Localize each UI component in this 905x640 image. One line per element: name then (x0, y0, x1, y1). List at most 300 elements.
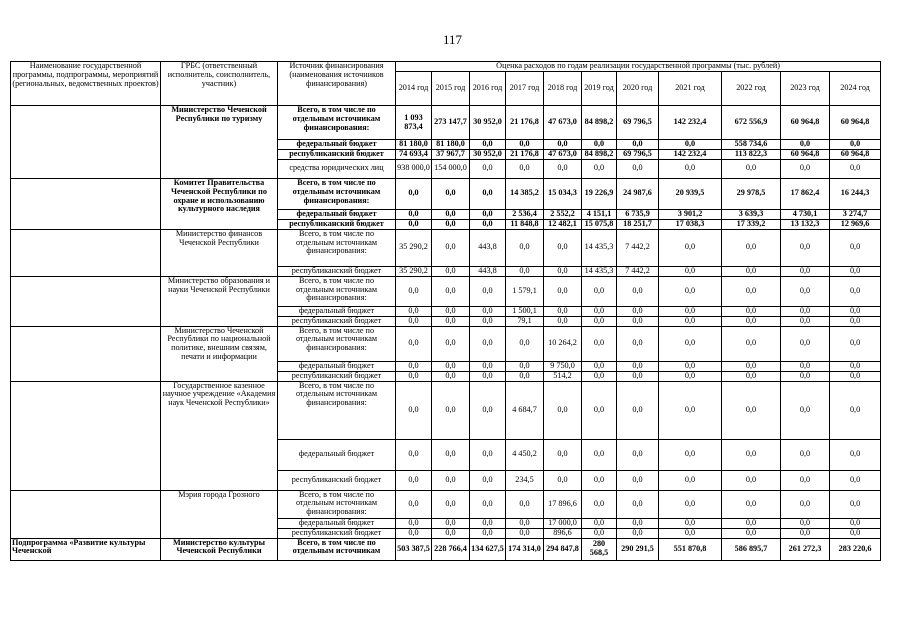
value-cell: 0,0 (722, 371, 781, 381)
header-year: 2018 год (544, 72, 582, 106)
value-cell: 7 442,2 (617, 229, 659, 266)
value-cell: 69 796,5 (617, 106, 659, 140)
value-cell: 228 766,4 (432, 538, 470, 560)
value-cell: 0,0 (432, 326, 470, 361)
value-cell: 0,0 (470, 209, 506, 219)
source-cell: федеральный бюджет (278, 306, 396, 316)
page-number: 117 (442, 32, 463, 47)
value-cell: 0,0 (470, 518, 506, 528)
value-cell: 30 952,0 (470, 106, 506, 140)
value-cell: 0,0 (470, 381, 506, 439)
value-cell: 0,0 (659, 326, 722, 361)
value-cell: 0,0 (830, 229, 881, 266)
value-cell: 0,0 (582, 276, 617, 306)
source-cell: Всего, в том числе по отдельным источникам финансирования: (278, 326, 396, 361)
value-cell: 0,0 (781, 326, 830, 361)
value-cell: 0,0 (582, 140, 617, 150)
value-cell: 0,0 (396, 470, 432, 490)
value-cell: 0,0 (617, 381, 659, 439)
table-row (11, 538, 881, 560)
value-cell: 0,0 (470, 178, 506, 209)
value-cell: 15 034,3 (544, 178, 582, 209)
value-cell: 84 898,2 (582, 106, 617, 140)
value-cell: 0,0 (432, 178, 470, 209)
value-cell: 21 176,8 (506, 149, 544, 159)
value-cell: 672 556,9 (722, 106, 781, 140)
value-cell: 0,0 (582, 470, 617, 490)
value-cell: 0,0 (506, 229, 544, 266)
source-cell: Всего, в том числе по отдельным источникам финансирования: (278, 178, 396, 209)
value-cell: 47 673,0 (544, 106, 582, 140)
value-cell: 1 093 873,4 (396, 106, 432, 140)
value-cell: 294 847,8 (544, 538, 582, 560)
program-name-cell (11, 490, 161, 538)
value-cell: 0,0 (506, 490, 544, 518)
value-cell: 0,0 (582, 518, 617, 528)
value-cell: 0,0 (396, 316, 432, 326)
value-cell: 0,0 (659, 316, 722, 326)
subprogram-grbs: Министерство культуры Чеченской Республики (161, 538, 278, 560)
value-cell: 0,0 (432, 518, 470, 528)
value-cell: 14 435,3 (582, 266, 617, 276)
value-cell: 0,0 (432, 306, 470, 316)
value-cell: 0,0 (659, 229, 722, 266)
value-cell: 0,0 (781, 266, 830, 276)
source-cell: федеральный бюджет (278, 140, 396, 150)
source-cell: федеральный бюджет (278, 518, 396, 528)
value-cell: 0,0 (470, 159, 506, 178)
value-cell: 0,0 (830, 266, 881, 276)
value-cell: 16 244,3 (830, 178, 881, 209)
value-cell: 154 000,0 (432, 159, 470, 178)
value-cell: 0,0 (722, 159, 781, 178)
value-cell: 503 387,5 (396, 538, 432, 560)
value-cell: 4 450,2 (506, 439, 544, 470)
value-cell: 7 442,2 (617, 266, 659, 276)
value-cell: 234,5 (506, 470, 544, 490)
source-cell: Всего, в том числе по отдельным источникам финансирования: (278, 381, 396, 439)
value-cell: 0,0 (470, 371, 506, 381)
grbs-cell: Министерство Чеченской Республики по национальной политике, внешним связям, печати и информации (161, 326, 278, 381)
value-cell: 0,0 (617, 371, 659, 381)
program-name-cell (11, 229, 161, 276)
value-cell: 0,0 (617, 276, 659, 306)
source-cell: республиканский бюджет (278, 149, 396, 159)
value-cell: 0,0 (659, 371, 722, 381)
value-cell: 0,0 (830, 159, 881, 178)
value-cell: 74 693,4 (396, 149, 432, 159)
value-cell: 290 291,5 (617, 538, 659, 560)
value-cell: 0,0 (659, 266, 722, 276)
value-cell: 0,0 (396, 371, 432, 381)
source-cell: республиканский бюджет (278, 316, 396, 326)
value-cell: 0,0 (470, 439, 506, 470)
value-cell: 0,0 (544, 229, 582, 266)
value-cell: 17 038,3 (659, 219, 722, 229)
value-cell: 0,0 (830, 326, 881, 361)
value-cell: 0,0 (470, 490, 506, 518)
value-cell: 0,0 (582, 528, 617, 538)
value-cell: 0,0 (544, 140, 582, 150)
program-name-cell (11, 381, 161, 490)
value-cell: 0,0 (781, 528, 830, 538)
value-cell: 0,0 (432, 209, 470, 219)
value-cell: 134 627,5 (470, 538, 506, 560)
value-cell: 142 232,4 (659, 106, 722, 140)
table-row (11, 106, 881, 140)
value-cell: 37 967,7 (432, 149, 470, 159)
value-cell: 47 673,0 (544, 149, 582, 159)
value-cell: 0,0 (396, 528, 432, 538)
value-cell: 0,0 (830, 371, 881, 381)
value-cell: 0,0 (722, 306, 781, 316)
value-cell: 283 220,6 (830, 538, 881, 560)
value-cell: 0,0 (617, 470, 659, 490)
value-cell: 1 500,1 (506, 306, 544, 316)
header-year: 2014 год (396, 72, 432, 106)
value-cell: 0,0 (432, 229, 470, 266)
value-cell: 0,0 (432, 381, 470, 439)
value-cell: 0,0 (506, 159, 544, 178)
value-cell: 14 385,2 (506, 178, 544, 209)
value-cell: 0,0 (781, 276, 830, 306)
header-program-name: Наименование государственной программы, подпрограммы, мероприятий (региональных, ведомственных проектов) (11, 62, 161, 106)
table-row (11, 490, 881, 518)
value-cell: 84 898,2 (582, 149, 617, 159)
value-cell: 0,0 (396, 276, 432, 306)
value-cell: 0,0 (432, 371, 470, 381)
value-cell: 19 226,9 (582, 178, 617, 209)
value-cell: 2 536,4 (506, 209, 544, 219)
value-cell: 0,0 (544, 306, 582, 316)
value-cell: 174 314,0 (506, 538, 544, 560)
value-cell: 0,0 (781, 159, 830, 178)
value-cell: 0,0 (582, 316, 617, 326)
value-cell: 30 952,0 (470, 149, 506, 159)
value-cell: 3 274,7 (830, 209, 881, 219)
value-cell: 938 000,0 (396, 159, 432, 178)
value-cell: 0,0 (470, 326, 506, 361)
grbs-cell: Министерство финансов Чеченской Республики (161, 229, 278, 276)
value-cell: 0,0 (544, 470, 582, 490)
source-cell: республиканский бюджет (278, 219, 396, 229)
value-cell: 3 639,3 (722, 209, 781, 219)
value-cell: 0,0 (659, 439, 722, 470)
value-cell: 4 730,1 (781, 209, 830, 219)
value-cell: 17 339,2 (722, 219, 781, 229)
value-cell: 60 964,8 (781, 106, 830, 140)
value-cell: 0,0 (396, 361, 432, 371)
table-row (11, 381, 881, 439)
source-cell: федеральный бюджет (278, 209, 396, 219)
value-cell: 0,0 (506, 528, 544, 538)
value-cell: 0,0 (470, 470, 506, 490)
value-cell: 0,0 (617, 518, 659, 528)
program-name-cell (11, 178, 161, 229)
value-cell: 0,0 (781, 140, 830, 150)
value-cell: 1 579,1 (506, 276, 544, 306)
value-cell: 0,0 (582, 326, 617, 361)
header-year: 2017 год (506, 72, 544, 106)
value-cell: 0,0 (722, 326, 781, 361)
value-cell: 0,0 (470, 528, 506, 538)
header-year: 2022 год (722, 72, 781, 106)
value-cell: 0,0 (432, 490, 470, 518)
source-cell: республиканский бюджет (278, 470, 396, 490)
value-cell: 81 180,0 (432, 140, 470, 150)
value-cell: 0,0 (659, 470, 722, 490)
source-cell: федеральный бюджет (278, 439, 396, 470)
header-year: 2020 год (617, 72, 659, 106)
source-cell: Всего, в том числе по отдельным источникам финансирования: (278, 106, 396, 140)
grbs-cell: Мэрия города Грозного (161, 490, 278, 538)
source-cell: федеральный бюджет (278, 361, 396, 371)
header-year: 2016 год (470, 72, 506, 106)
value-cell: 0,0 (432, 470, 470, 490)
value-cell: 0,0 (617, 326, 659, 361)
value-cell: 0,0 (659, 140, 722, 150)
value-cell: 0,0 (582, 371, 617, 381)
value-cell: 13 132,3 (781, 219, 830, 229)
value-cell: 113 822,3 (722, 149, 781, 159)
value-cell: 24 987,6 (617, 178, 659, 209)
program-name-cell (11, 326, 161, 381)
value-cell: 17 896,6 (544, 490, 582, 518)
value-cell: 0,0 (659, 361, 722, 371)
value-cell: 0,0 (544, 266, 582, 276)
value-cell: 0,0 (617, 316, 659, 326)
value-cell: 0,0 (582, 159, 617, 178)
value-cell: 0,0 (781, 490, 830, 518)
value-cell: 0,0 (506, 326, 544, 361)
value-cell: 17 000,0 (544, 518, 582, 528)
value-cell: 443,8 (470, 266, 506, 276)
value-cell: 17 862,4 (781, 178, 830, 209)
value-cell: 0,0 (722, 439, 781, 470)
value-cell: 0,0 (781, 229, 830, 266)
value-cell: 4 684,7 (506, 381, 544, 439)
program-name-cell (11, 276, 161, 326)
value-cell: 0,0 (432, 361, 470, 371)
value-cell: 0,0 (617, 361, 659, 371)
value-cell: 0,0 (830, 276, 881, 306)
value-cell: 0,0 (722, 316, 781, 326)
value-cell: 0,0 (830, 316, 881, 326)
value-cell: 12 482,1 (544, 219, 582, 229)
header-year: 2024 год (830, 72, 881, 106)
value-cell: 0,0 (396, 381, 432, 439)
source-cell: Всего, в том числе по отдельным источникам финансирования: (278, 490, 396, 518)
value-cell: 0,0 (544, 316, 582, 326)
value-cell: 0,0 (582, 490, 617, 518)
value-cell: 0,0 (722, 470, 781, 490)
value-cell: 0,0 (722, 361, 781, 371)
value-cell: 0,0 (781, 381, 830, 439)
value-cell: 0,0 (470, 219, 506, 229)
table-row (11, 326, 881, 361)
value-cell: 0,0 (659, 276, 722, 306)
value-cell: 0,0 (544, 159, 582, 178)
subprogram-source: Всего, в том числе по отдельным источникам (278, 538, 396, 560)
value-cell: 0,0 (617, 439, 659, 470)
value-cell: 0,0 (396, 306, 432, 316)
value-cell: 0,0 (617, 306, 659, 316)
value-cell: 0,0 (830, 518, 881, 528)
value-cell: 273 147,7 (432, 106, 470, 140)
value-cell: 0,0 (432, 219, 470, 229)
value-cell: 0,0 (722, 518, 781, 528)
source-cell: республиканский бюджет (278, 371, 396, 381)
value-cell: 0,0 (432, 276, 470, 306)
value-cell: 15 075,8 (582, 219, 617, 229)
value-cell: 0,0 (582, 439, 617, 470)
header-year: 2015 год (432, 72, 470, 106)
value-cell: 35 290,2 (396, 266, 432, 276)
value-cell: 0,0 (506, 518, 544, 528)
value-cell: 0,0 (722, 490, 781, 518)
grbs-cell: Министерство Чеченской Республики по туризму (161, 106, 278, 179)
table-row (11, 276, 881, 306)
value-cell: 0,0 (582, 306, 617, 316)
value-cell: 0,0 (470, 306, 506, 316)
value-cell: 0,0 (506, 266, 544, 276)
value-cell: 0,0 (659, 518, 722, 528)
header-estimate: Оценка расходов по годам реализации государственной программы (тыс. рублей) (396, 62, 881, 72)
source-cell: средства юридических лиц (278, 159, 396, 178)
value-cell: 0,0 (396, 326, 432, 361)
value-cell: 0,0 (659, 381, 722, 439)
value-cell: 0,0 (830, 381, 881, 439)
program-name-cell (11, 106, 161, 179)
header-source: Источник финансирования (наименования источников финансирования) (278, 62, 396, 106)
value-cell: 18 251,7 (617, 219, 659, 229)
value-cell: 514,2 (544, 371, 582, 381)
value-cell: 0,0 (470, 276, 506, 306)
value-cell: 4 151,1 (582, 209, 617, 219)
value-cell: 2 552,2 (544, 209, 582, 219)
value-cell: 0,0 (830, 470, 881, 490)
header-year: 2019 год (582, 72, 617, 106)
header-year: 2023 год (781, 72, 830, 106)
value-cell: 896,6 (544, 528, 582, 538)
value-cell: 0,0 (396, 518, 432, 528)
value-cell: 14 435,3 (582, 229, 617, 266)
value-cell: 0,0 (396, 219, 432, 229)
value-cell: 551 870,8 (659, 538, 722, 560)
value-cell: 10 264,2 (544, 326, 582, 361)
value-cell: 9 750,0 (544, 361, 582, 371)
value-cell: 0,0 (659, 159, 722, 178)
value-cell: 261 272,3 (781, 538, 830, 560)
value-cell: 60 964,8 (781, 149, 830, 159)
value-cell: 0,0 (781, 439, 830, 470)
value-cell: 35 290,2 (396, 229, 432, 266)
budget-table (10, 61, 881, 561)
value-cell: 0,0 (617, 140, 659, 150)
value-cell: 0,0 (781, 306, 830, 316)
value-cell: 0,0 (781, 316, 830, 326)
grbs-cell: Комитет Правительства Чеченской Республики по охране и использованию культурного наследия (161, 178, 278, 229)
value-cell: 11 848,8 (506, 219, 544, 229)
value-cell: 0,0 (470, 361, 506, 371)
value-cell: 69 796,5 (617, 149, 659, 159)
value-cell: 6 735,9 (617, 209, 659, 219)
value-cell: 0,0 (617, 159, 659, 178)
value-cell: 0,0 (396, 439, 432, 470)
grbs-cell: Министерство образования и науки Чеченской Республики (161, 276, 278, 326)
value-cell: 0,0 (830, 361, 881, 371)
value-cell: 443,8 (470, 229, 506, 266)
source-cell: республиканский бюджет (278, 528, 396, 538)
value-cell: 0,0 (506, 140, 544, 150)
value-cell: 0,0 (781, 371, 830, 381)
value-cell: 0,0 (659, 528, 722, 538)
value-cell: 21 176,8 (506, 106, 544, 140)
value-cell: 280 568,5 (582, 538, 617, 560)
value-cell: 0,0 (506, 361, 544, 371)
value-cell: 0,0 (722, 528, 781, 538)
value-cell: 0,0 (617, 490, 659, 518)
table-row (11, 178, 881, 209)
value-cell: 0,0 (544, 276, 582, 306)
subprogram-name: Подпрограмма «Развитие культуры Чеченской (11, 538, 161, 560)
value-cell: 0,0 (582, 361, 617, 371)
value-cell: 0,0 (617, 528, 659, 538)
value-cell: 0,0 (544, 439, 582, 470)
value-cell: 0,0 (544, 381, 582, 439)
value-cell: 0,0 (432, 316, 470, 326)
value-cell: 79,1 (506, 316, 544, 326)
value-cell: 0,0 (781, 518, 830, 528)
source-cell: Всего, в том числе по отдельным источникам финансирования: (278, 229, 396, 266)
value-cell: 0,0 (830, 528, 881, 538)
header-grbs: ГРБС (ответственный исполнитель, соисполнитель, участник) (161, 62, 278, 106)
value-cell: 0,0 (781, 361, 830, 371)
value-cell: 0,0 (659, 306, 722, 316)
value-cell: 29 978,5 (722, 178, 781, 209)
value-cell: 81 180,0 (396, 140, 432, 150)
value-cell: 0,0 (470, 316, 506, 326)
value-cell: 0,0 (470, 140, 506, 150)
value-cell: 0,0 (722, 381, 781, 439)
value-cell: 558 734,6 (722, 140, 781, 150)
value-cell: 142 232,4 (659, 149, 722, 159)
value-cell: 0,0 (396, 178, 432, 209)
value-cell: 0,0 (396, 209, 432, 219)
value-cell: 586 895,7 (722, 538, 781, 560)
value-cell: 60 964,8 (830, 149, 881, 159)
value-cell: 0,0 (432, 266, 470, 276)
value-cell: 0,0 (722, 266, 781, 276)
grbs-cell: Государственное казенное научное учреждение «Академия наук Чеченской Республики» (161, 381, 278, 490)
value-cell: 0,0 (582, 381, 617, 439)
value-cell: 0,0 (722, 276, 781, 306)
table-row (11, 229, 881, 266)
value-cell: 0,0 (396, 490, 432, 518)
value-cell: 0,0 (506, 371, 544, 381)
source-cell: Всего, в том числе по отдельным источникам финансирования: (278, 276, 396, 306)
value-cell: 0,0 (830, 490, 881, 518)
value-cell: 0,0 (830, 439, 881, 470)
value-cell: 12 969,6 (830, 219, 881, 229)
value-cell: 0,0 (722, 229, 781, 266)
value-cell: 0,0 (432, 528, 470, 538)
source-cell: республиканский бюджет (278, 266, 396, 276)
value-cell: 60 964,8 (830, 106, 881, 140)
value-cell: 0,0 (830, 140, 881, 150)
value-cell: 0,0 (659, 490, 722, 518)
header-year: 2021 год (659, 72, 722, 106)
